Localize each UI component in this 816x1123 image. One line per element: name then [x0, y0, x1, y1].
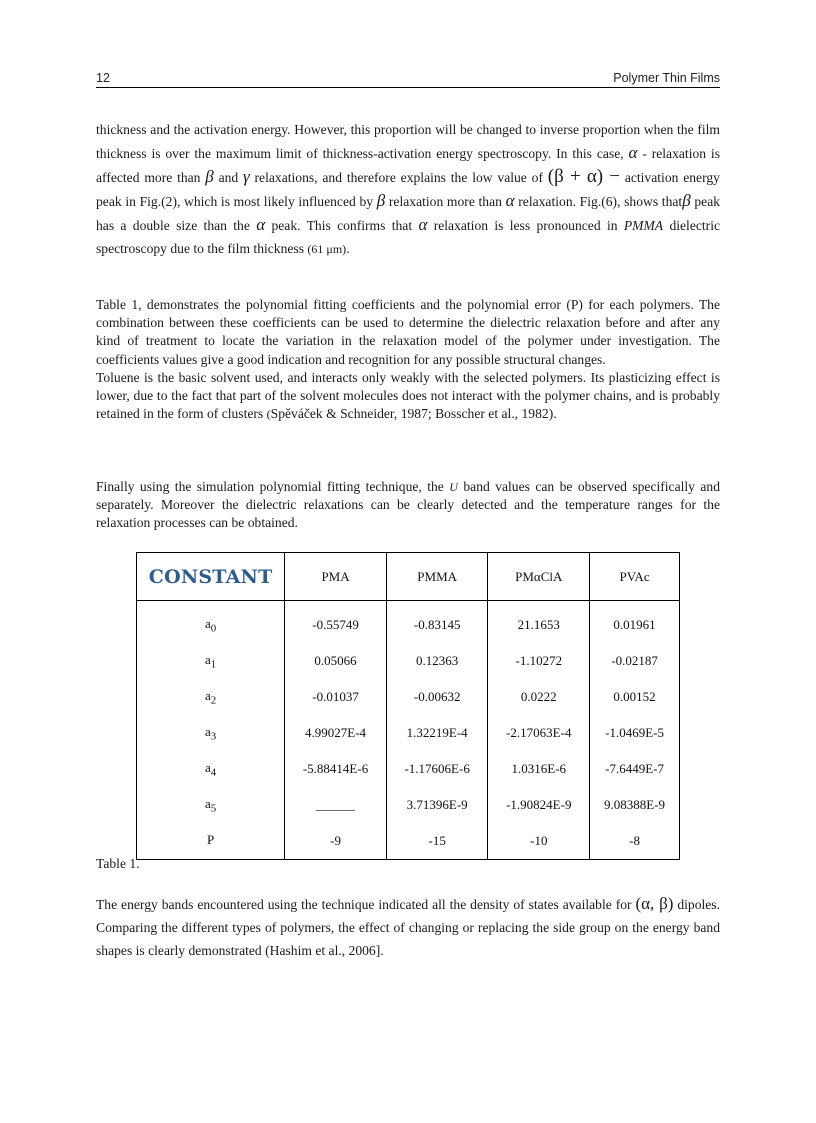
page-number: 12	[96, 71, 110, 85]
gamma-symbol: γ	[243, 167, 250, 186]
table-cell: -8	[590, 823, 680, 860]
table-cell: 1.0316E-6	[488, 751, 590, 787]
alpha-symbol: α	[256, 215, 266, 234]
table-cell: -15	[386, 823, 488, 860]
table-cell: 0.00152	[590, 679, 680, 715]
table-cell: 1.32219E-4	[386, 715, 488, 751]
table-cell: -7.6449E-7	[590, 751, 680, 787]
alpha-beta-pair: (α, β)	[635, 894, 674, 913]
header-pmaclа: PMαClA	[488, 553, 590, 601]
table-cell: 3.71396E-9	[386, 787, 488, 823]
table-row	[137, 751, 680, 787]
table-cell: 0.12363	[386, 643, 488, 679]
alpha-symbol: α	[628, 143, 638, 162]
table-row	[137, 823, 680, 860]
table-cell: 0.0222	[488, 679, 590, 715]
table-cell: -0.83145	[386, 601, 488, 644]
beta-plus-alpha-expression: (β + α) −	[547, 166, 620, 187]
header-pma: PMA	[285, 553, 387, 601]
table-cell: 0.01961	[590, 601, 680, 644]
table-row	[137, 601, 680, 644]
row-label: $a_4$	[205, 759, 217, 779]
row-label: $a_5$	[205, 795, 217, 815]
table-row	[137, 679, 680, 715]
paragraph-energy-bands: The energy bands encountered using the technique indicated all the density of states available for (α, β) dipoles. Comparing the different types of polymers, the effect of changing or replacing the side group on the energy band shapes is clearly demonstrated (Hashim et al., 2006].	[96, 894, 720, 958]
table-cell: -0.01037	[285, 679, 387, 715]
header-constant: CONSTANT	[137, 553, 285, 601]
running-header	[96, 71, 720, 88]
table-cell: -0.02187	[590, 643, 680, 679]
paragraph-table-description: Table 1, demonstrates the polynomial fitting coefficients and the polynomial error (P) for each polymers. The combination between these coefficients can be used to determine the dielectric relaxation before and after any kind of treatment to locate the variation in the relaxation model of the polymer under investigation. The coefficients values give a good indication and recognition for any possible structural changes. Toluene is the basic solvent used, and interacts only weakly with the selected polymers. Its plasticizing effect is lower, due to the fact that part of the solvent molecules does not interact with the polymer chains, and is probably retained in the form of clusters (Spěváček & Schneider, 1987; Bosscher et al., 1982).	[96, 297, 720, 422]
table-header-row	[137, 553, 680, 601]
table-cell: -10	[488, 823, 590, 860]
alpha-symbol: α	[418, 215, 428, 234]
paragraph-thickness-activation: thickness and the activation energy. However, this proportion will be changed to inverse proportion when the film thickness is over the maximum limit of thickness-activation energy spectroscopy. In this case, α - relaxation is affected more than β and γ relaxations, and therefore explains the low value of (β + α) − activation energy peak in Fig.(2), which is most likely influenced by β relaxation more than α relaxation. Fig.(6), shows thatβ peak has a double size than the α peak. This confirms that α relaxation is less pronounced in PMMA dielectric spectroscopy due to the film thickness (61 μm).	[96, 122, 721, 256]
citation: Spěváček & Schneider, 1987; Bosscher et al., 1982).	[270, 406, 557, 422]
header-pmma: PMMA	[386, 553, 488, 601]
table-cell: -1.17606E-6	[386, 751, 488, 787]
table-cell: -1.10272	[488, 643, 590, 679]
table-cell: 21.1653	[488, 601, 590, 644]
row-label: $a_2$	[205, 687, 217, 707]
table-row	[137, 715, 680, 751]
u-symbol: U	[449, 480, 458, 494]
table-cell: 9.08388E-9	[590, 787, 680, 823]
table-cell: -0.55749	[285, 601, 387, 644]
table-cell: -9	[285, 823, 387, 860]
alpha-symbol: α	[505, 191, 515, 210]
beta-symbol: β	[205, 167, 214, 186]
table-row	[137, 787, 680, 823]
beta-symbol: β	[376, 191, 386, 210]
table-row	[137, 643, 680, 679]
row-label: $a_0$	[205, 615, 217, 635]
table-cell: -5.88414E-6	[285, 751, 387, 787]
row-label: $a_1$	[205, 651, 217, 671]
table-cell: -0.00632	[386, 679, 488, 715]
paragraph-simulation: Finally using the simulation polynomial fitting technique, the U band values can be observed specifically and separately. Moreover the dielectric relaxations can be clearly detected and the temperature ranges for the relaxation processes can be obtained.	[96, 479, 721, 531]
row-label: $a_3$	[205, 723, 217, 743]
beta-symbol: β	[682, 191, 691, 210]
coefficients-table	[136, 552, 680, 860]
film-thickness-value: (61 μm)	[307, 242, 347, 256]
table-caption: Table 1.	[96, 856, 140, 871]
table-cell: -2.17063E-4	[488, 715, 590, 751]
table-cell: 0.05066	[285, 643, 387, 679]
table-cell: -1.0469E-5	[590, 715, 680, 751]
header-pvac: PVAc	[590, 553, 680, 601]
running-title: Polymer Thin Films	[613, 71, 720, 85]
table-cell: 4.99027E-4	[285, 715, 387, 751]
pmma-italic: PMMA	[623, 218, 664, 233]
table-cell: -1.90824E-9	[488, 787, 590, 823]
row-label: P	[206, 831, 215, 847]
table-cell: ______	[285, 787, 387, 823]
